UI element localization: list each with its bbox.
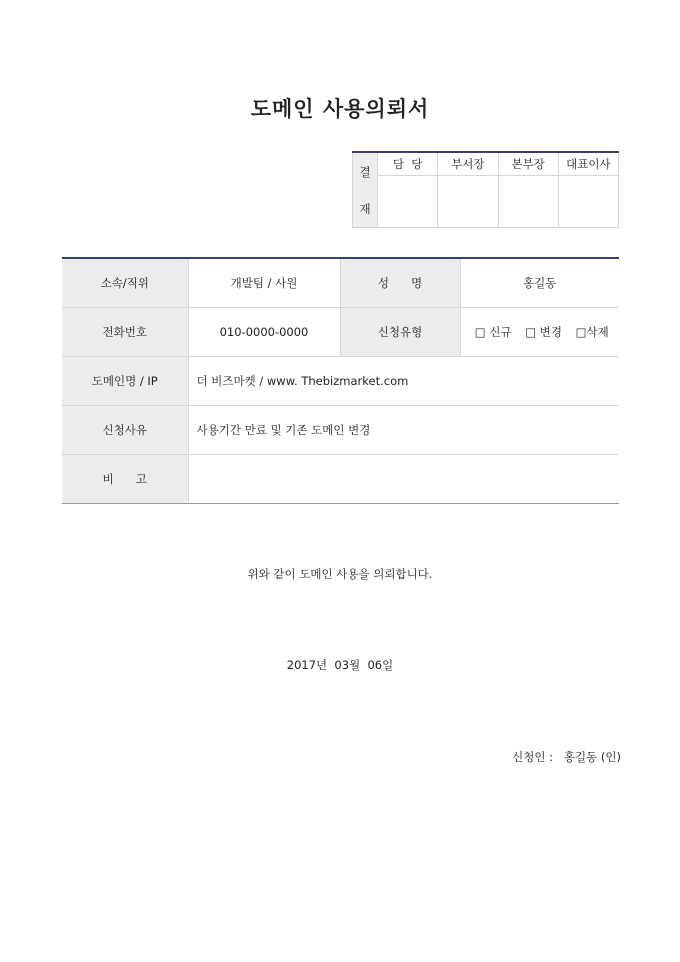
name-value[interactable]: 홍길동: [460, 258, 619, 308]
approval-sign-dept-head[interactable]: [438, 176, 498, 228]
domain-value[interactable]: 더 비즈마켓 / www. Thebizmarket.com: [188, 357, 619, 406]
approval-side-label: [353, 152, 378, 228]
checkbox-change[interactable]: □ 변경: [525, 325, 562, 339]
affiliation-label: 소속/직위: [62, 258, 188, 308]
approval-header-division-head: 본부장: [498, 152, 558, 176]
applicant-signature: 신청인 : 홍길동 (인): [512, 750, 621, 764]
document-title: 도메인 사용의뢰서: [250, 97, 430, 121]
remarks-value[interactable]: [188, 455, 619, 504]
approval-sign-staff[interactable]: [378, 176, 438, 228]
approval-header-staff: 담 당: [378, 152, 438, 176]
table-row: [62, 455, 619, 504]
checkbox-delete[interactable]: □삭제: [575, 325, 609, 339]
info-table: [62, 257, 619, 504]
table-row: [62, 406, 619, 455]
phone-label: 전화번호: [62, 308, 188, 357]
table-row: [62, 308, 619, 357]
reason-label: 신청사유: [62, 406, 188, 455]
request-type-options: [460, 308, 619, 357]
remarks-label: 비 고: [62, 455, 188, 504]
approval-label-top: 결: [359, 164, 371, 179]
approval-box: [352, 151, 619, 228]
request-date: 2017년 03월 06일: [286, 658, 394, 672]
approval-header-dept-head: 부서장: [438, 152, 498, 176]
approval-label-bottom: 재: [359, 201, 371, 216]
approval-sign-division-head[interactable]: [498, 176, 558, 228]
request-type-label: 신청유형: [340, 308, 460, 357]
affiliation-value[interactable]: 개발팀 / 사원: [188, 258, 340, 308]
approval-header-ceo: 대표이사: [558, 152, 618, 176]
checkbox-new[interactable]: □ 신규: [474, 325, 512, 339]
name-label: 성 명: [340, 258, 460, 308]
table-row: [62, 357, 619, 406]
domain-label: 도메인명 / IP: [62, 357, 188, 406]
reason-value[interactable]: 사용기간 만료 및 기존 도메인 변경: [188, 406, 619, 455]
approval-sign-ceo[interactable]: [558, 176, 618, 228]
phone-value[interactable]: 010-0000-0000: [188, 308, 340, 357]
table-row: [62, 258, 619, 308]
request-statement: 위와 같이 도메인 사용을 의뢰합니다.: [247, 567, 433, 581]
